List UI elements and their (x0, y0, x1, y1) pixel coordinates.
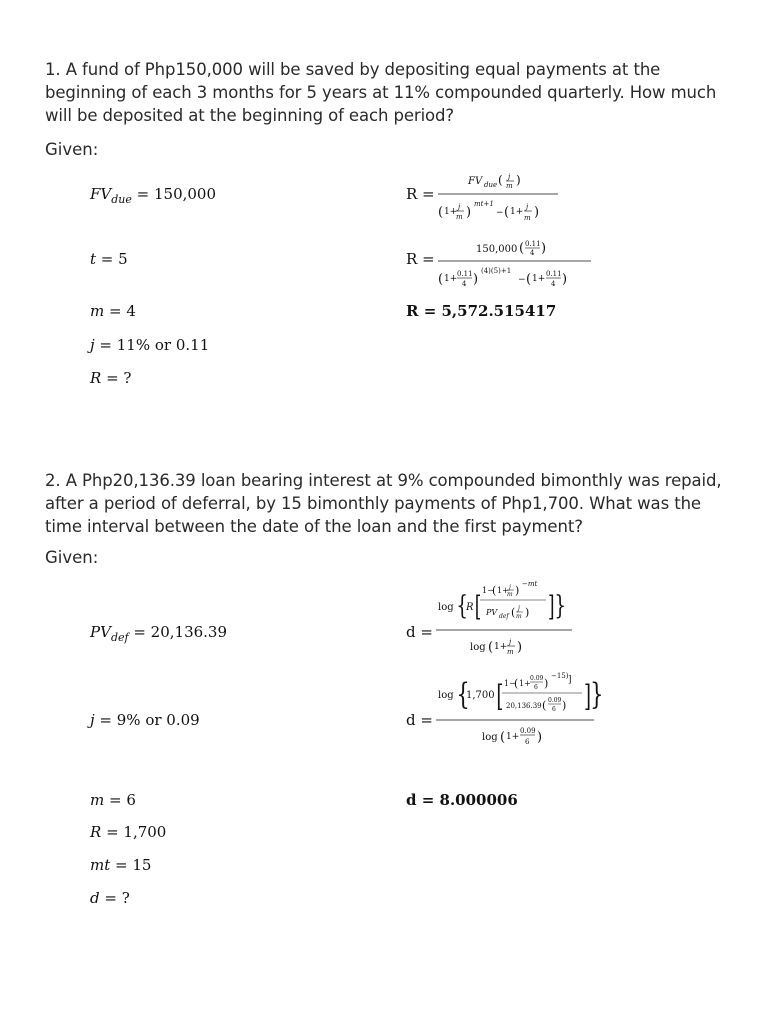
svg-text:]: ] (548, 591, 555, 624)
p1-result: R = 5,572.515417 (406, 302, 557, 320)
p2-given-m: m = 6 (90, 791, 136, 809)
svg-text:1+: 1+ (519, 679, 531, 688)
p1-given-r: R = ? (90, 369, 132, 387)
svg-text:m: m (507, 591, 513, 598)
svg-text:4: 4 (530, 249, 535, 257)
svg-text:1−: 1− (504, 679, 516, 688)
problem2-given-label: Given: (45, 548, 99, 567)
svg-text:150,000: 150,000 (476, 244, 518, 255)
p1-given-t: t = 5 (90, 250, 128, 268)
svg-text:1+: 1+ (494, 642, 508, 652)
problem1-given-label: Given: (45, 140, 99, 159)
p1-given-m: m = 4 (90, 302, 136, 320)
svg-text:): ) (517, 640, 523, 655)
svg-text:(: ( (498, 173, 503, 187)
svg-text:j: j (526, 203, 529, 211)
svg-text:(: ( (526, 272, 532, 287)
p2-result: d = 8.000006 (406, 791, 518, 809)
svg-text:−: − (496, 208, 504, 218)
p2-formula-fraction (434, 578, 584, 662)
svg-text:): ) (466, 205, 472, 220)
svg-text:log: log (438, 602, 454, 613)
svg-text:): ) (515, 584, 520, 597)
svg-text:PV: PV (486, 608, 498, 617)
p1-formula-fraction (436, 168, 566, 230)
p2-given-j: j = 9% or 0.09 (90, 711, 200, 729)
svg-text:(: ( (511, 606, 516, 619)
svg-text:0.11: 0.11 (525, 240, 541, 248)
p1-sub-lhs: R = (406, 250, 435, 268)
p2-sub-lhs: d = (406, 711, 433, 729)
svg-text:4: 4 (551, 280, 556, 288)
svg-text:R: R (466, 602, 474, 613)
p1-given-j: j = 11% or 0.11 (90, 336, 210, 354)
svg-text:j: j (509, 638, 512, 646)
svg-text:0.11: 0.11 (457, 270, 473, 278)
svg-text:]: ] (584, 678, 592, 714)
svg-text:1+: 1+ (506, 732, 520, 742)
svg-text:1+: 1+ (497, 586, 509, 595)
svg-text:1−: 1− (482, 586, 494, 595)
p2-formula-lhs: d = (406, 623, 433, 641)
svg-text:): ) (534, 205, 540, 220)
svg-text:mt+1: mt+1 (474, 200, 494, 208)
svg-text:): ) (516, 173, 521, 187)
svg-text:): ) (473, 272, 479, 287)
svg-text:j: j (518, 605, 520, 612)
svg-text:[: [ (496, 678, 504, 714)
svg-text:(: ( (514, 677, 519, 690)
problem2-question: 2. A Php20,136.39 loan bearing interest at 9% compounded bimonthly was repaid, after a period of deferral, by 15 bimonthly payments of Php1,700. What was the time interval between the date of the loan and the first payment? (45, 471, 722, 536)
svg-text:}: } (554, 590, 566, 621)
svg-text:(4)(5)+1: (4)(5)+1 (481, 267, 512, 275)
svg-text:(: ( (488, 640, 494, 655)
svg-text:[: [ (474, 591, 482, 624)
svg-text:1+: 1+ (444, 207, 458, 217)
svg-text:−mt: −mt (522, 580, 538, 588)
svg-text:): ) (541, 241, 547, 256)
svg-text:1,700: 1,700 (466, 690, 495, 701)
svg-text:6: 6 (525, 738, 530, 746)
svg-text:0.11: 0.11 (546, 270, 562, 278)
svg-text:1+: 1+ (532, 274, 546, 284)
svg-text:{: { (456, 677, 470, 713)
svg-text:}: } (590, 677, 604, 713)
svg-text:def: def (499, 613, 509, 620)
svg-text:m: m (524, 214, 531, 222)
svg-text:j: j (509, 584, 511, 591)
svg-text:m: m (506, 182, 513, 190)
svg-text:(: ( (504, 205, 510, 220)
p1-given-fvdue: $FV_{due} = 150,000$ (90, 185, 217, 206)
svg-text:(: ( (519, 241, 525, 256)
svg-text:m: m (456, 213, 463, 221)
svg-text:): ) (562, 699, 567, 712)
svg-text:j: j (458, 203, 461, 211)
svg-text:6: 6 (534, 684, 538, 691)
svg-text:(: ( (492, 584, 497, 597)
svg-text:6: 6 (552, 706, 556, 713)
p2-given-mt: mt = 15 (90, 856, 152, 874)
svg-text:−: − (518, 275, 526, 285)
svg-text:0.09: 0.09 (520, 727, 536, 735)
svg-text:log: log (438, 690, 454, 701)
p2-given-pvdef: $PV_{def} = 20,136.39$ (90, 623, 228, 644)
svg-text:m: m (507, 648, 514, 656)
p2-given-r: R = 1,700 (90, 823, 167, 841)
problem1-question: 1. A fund of Php150,000 will be saved by depositing equal payments at the beginning of each 3 months for 5 years at 11% compounded quarterly. How much will be deposited at the beginning of each period? (45, 60, 717, 125)
svg-text:(: ( (542, 699, 547, 712)
svg-text:m: m (516, 613, 522, 620)
svg-text:j: j (508, 173, 511, 181)
svg-text:): ) (562, 272, 568, 287)
svg-text:]: ] (568, 675, 572, 685)
svg-text:(: ( (438, 272, 444, 287)
svg-text:): ) (525, 606, 530, 619)
svg-text:0.09: 0.09 (530, 675, 544, 682)
svg-text:log: log (482, 732, 498, 743)
svg-text:4: 4 (462, 280, 467, 288)
svg-text:): ) (544, 677, 549, 690)
p2-sub-fraction (434, 668, 604, 752)
p2-given-d: d = ? (90, 889, 130, 907)
svg-text:{: { (456, 590, 468, 621)
svg-text:0.09: 0.09 (548, 697, 562, 704)
svg-text:1+: 1+ (510, 207, 524, 217)
svg-text:20,136.39: 20,136.39 (506, 702, 542, 710)
svg-text:(: ( (438, 205, 444, 220)
svg-text:due: due (484, 181, 498, 189)
svg-text:): ) (537, 730, 543, 745)
svg-text:(: ( (500, 730, 506, 745)
svg-text:log: log (470, 642, 486, 653)
svg-text:FV: FV (468, 176, 483, 187)
svg-text:−15): −15) (551, 672, 569, 680)
p1-formula-lhs: R = (406, 185, 435, 203)
p1-sub-fraction (436, 233, 596, 295)
svg-text:1+: 1+ (444, 274, 458, 284)
